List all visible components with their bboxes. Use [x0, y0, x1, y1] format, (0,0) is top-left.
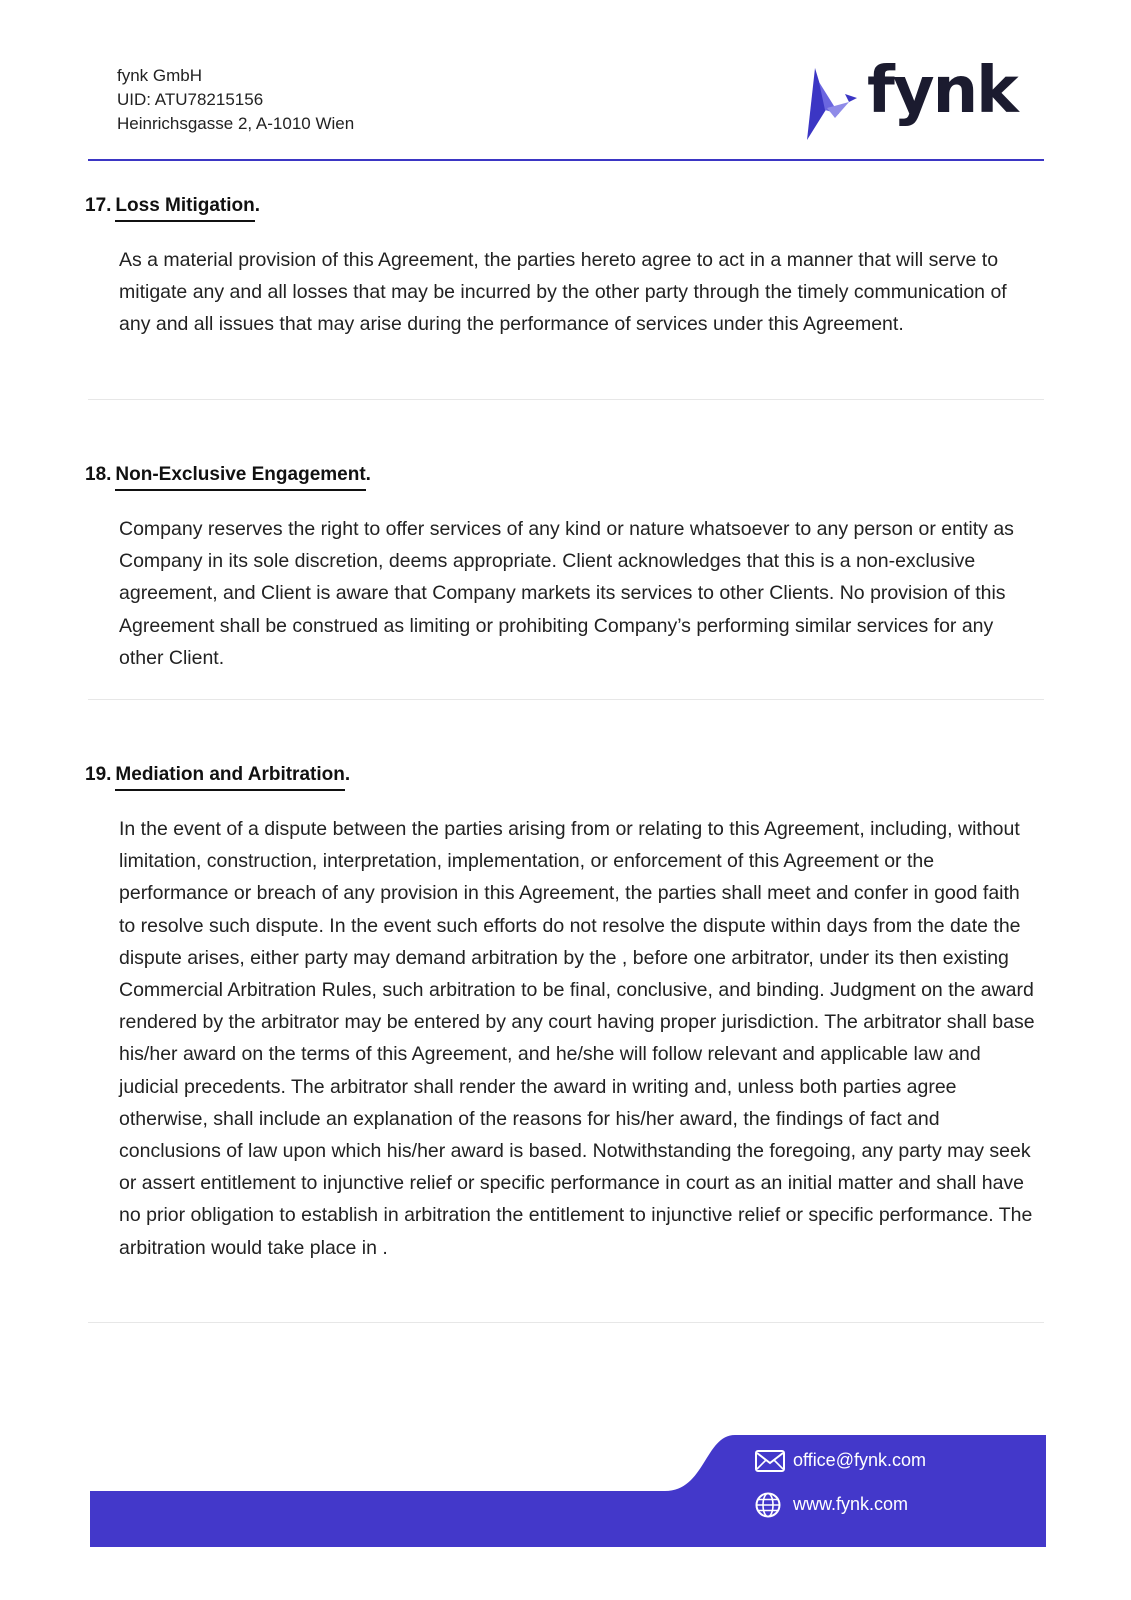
- section-divider: [88, 699, 1044, 700]
- mail-icon: [755, 1450, 785, 1472]
- section-19: [85, 762, 1045, 1264]
- section-number: 17.: [85, 195, 112, 216]
- fynk-logo: [805, 54, 1017, 144]
- section-divider: [88, 399, 1044, 400]
- website-text[interactable]: www.fynk.com: [793, 1494, 909, 1514]
- section-body: As a material provision of this Agreement, the parties hereto agree to act in a manner that will serve to mitigate any and all losses that may be incurred by the other party through the timely communication of any and all issues that may arise during the performance of services under this Agreement.: [119, 249, 1007, 336]
- section-number: 18.: [85, 464, 112, 485]
- section-body: In the event of a dispute between the parties arising from or relating to this Agreement, including, without limitation, construction, interpretation, implementation, or enforcement of this Agreement or the performance or breach of any provision in this Agreement, the parties shall meet and confer in good faith to resolve such dispute. In the event such efforts do not resolve the dispute within days from the date the dispute arises, either party may demand arbitration by the , before one arbitrator, under its then existing Commercial Arbitration Rules, such arbitration to be final, conclusive, and binding. Judgment on the award rendered by the arbitrator may be entered by any court having proper jurisdiction. The arbitrator shall base his/her award on the terms of this Agreement, and he/she will follow relevant and applicable law and judicial precedents. The arbitrator shall render the award in writing and, unless both parties agree otherwise, shall include an explanation of the reasons for his/her award, the findings of fact and conclusions of law upon which his/her award is based. Notwithstanding the foregoing, any party may seek or assert entitlement to injunctive relief or specific performance in court as an initial matter and shall have no prior obligation to establish in arbitration the entitlement to injunctive relief or specific performance. The arbitration would take place in .: [119, 818, 1035, 1259]
- section-divider: [88, 1322, 1044, 1323]
- bird-logo-icon: [805, 64, 865, 140]
- section-period: .: [344, 764, 351, 785]
- footer-band: [90, 1435, 1046, 1547]
- section-title: Loss Mitigation: [115, 193, 254, 222]
- company-uid: UID: ATU78215156: [117, 90, 264, 109]
- globe-icon: [755, 1492, 781, 1518]
- email-text[interactable]: office@fynk.com: [793, 1450, 926, 1470]
- section-period: .: [365, 464, 371, 485]
- section-number: 19.: [85, 764, 112, 785]
- logo-wordmark: fynk: [867, 54, 1017, 128]
- company-name: fynk GmbH: [117, 66, 203, 85]
- header-rule: [88, 159, 1044, 161]
- section-period: .: [254, 195, 261, 216]
- company-address: Heinrichsgasse 2, A-1010 Wien: [117, 114, 355, 133]
- section-heading: [85, 462, 1045, 491]
- section-title: Non-Exclusive Engagement: [115, 462, 365, 491]
- section-17: [85, 193, 1045, 341]
- section-heading: [85, 762, 1045, 791]
- section-18: [85, 462, 1045, 674]
- section-title: Mediation and Arbitration: [115, 762, 344, 791]
- section-heading: [85, 193, 1045, 222]
- company-info: [117, 64, 354, 136]
- section-body: Company reserves the right to offer services of any kind or nature whatsoever to any person or entity as Company in its sole discretion, deems appropriate. Client acknowledges that this is a non-exclusive agreement, and Client is aware that Company markets its services to other Clients. No provision of this Agreement shall be construed as limiting or prohibiting Company’s performing similar services for any other Client.: [119, 518, 1014, 669]
